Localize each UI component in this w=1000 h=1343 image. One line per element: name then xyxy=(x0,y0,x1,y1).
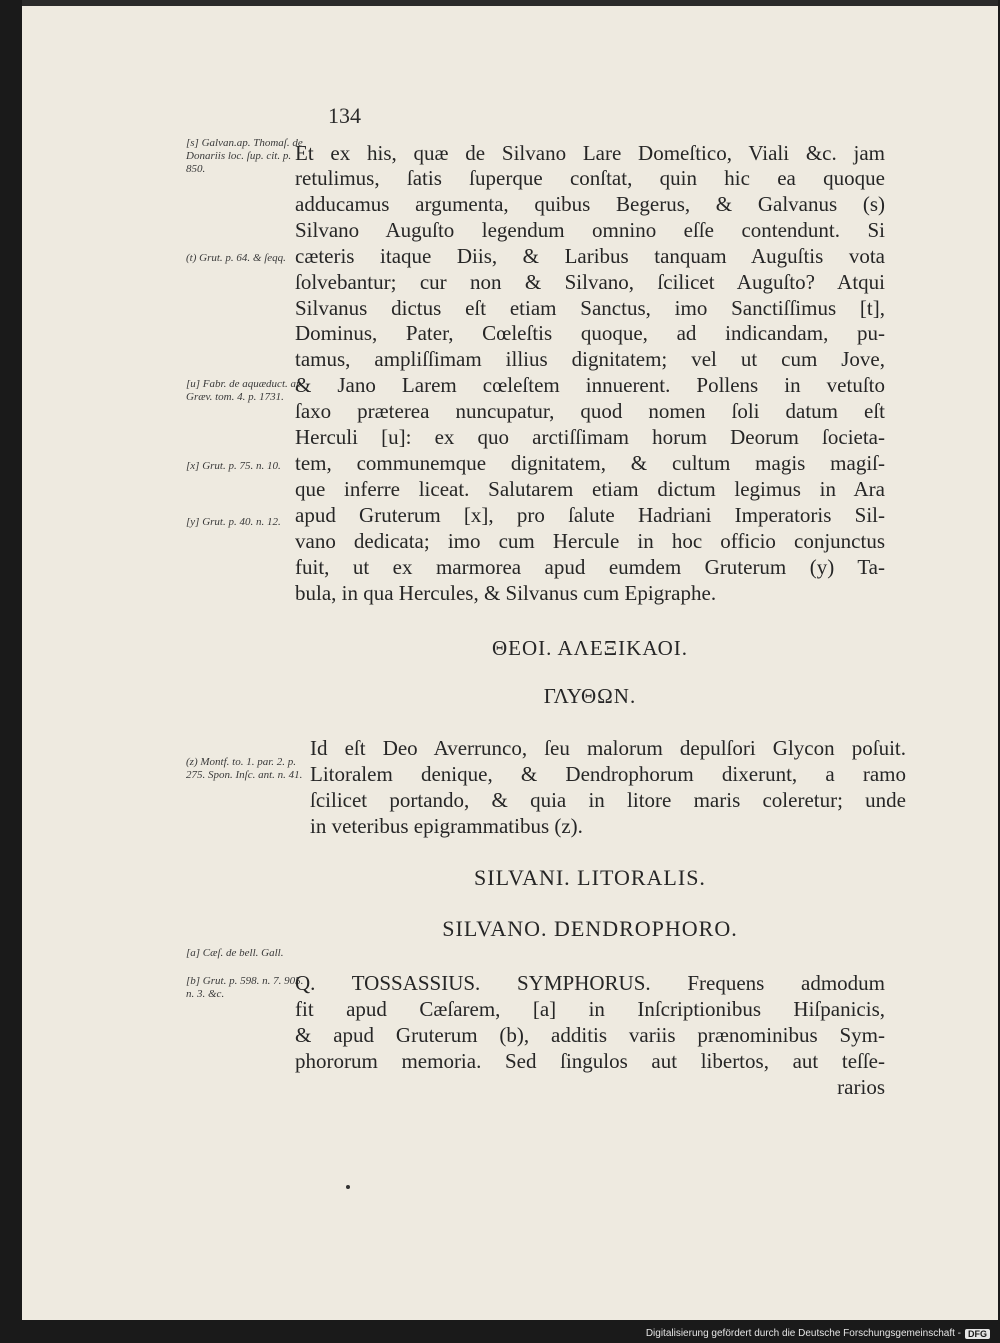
text-line: Silvano Auguſto legendum omnino eſſe contendunt. Si xyxy=(295,218,885,242)
margin-note-s: [s] Galvan.ap. Thomaſ. de Donariis loc. ſup. cit. p. 850. xyxy=(186,137,303,175)
page-number: 134 xyxy=(328,103,361,128)
margin-note-b: [b] Grut. p. 598. n. 7. 905. n. 3. &c. xyxy=(186,975,304,1000)
text-line: retulimus, ſatis ſuperque conſtat, quin hic ea quoque xyxy=(295,166,885,190)
inscription-silvani-litoralis: SILVANI. LITORALIS. xyxy=(474,865,706,890)
catchword: rarios xyxy=(837,1075,885,1099)
text-line: & Jano Larem cœleſtem innuerent. Pollens in vetuſto xyxy=(295,373,885,397)
margin-note-x: [x] Grut. p. 75. n. 10. xyxy=(186,460,281,472)
margin-note-a: [a] Cæſ. de bell. Gall. xyxy=(186,947,284,959)
text-line: tem, communemque dignitatem, & cultum magis magiſ- xyxy=(295,451,885,475)
text-line: phororum memoria. Sed ſingulos aut libertos, aut teſſe- xyxy=(295,1049,885,1073)
ink-speck xyxy=(346,1185,350,1189)
text-line: Litoralem denique, & Dendrophorum dixerunt, a ramo xyxy=(310,762,906,786)
text-line: & apud Gruterum (b), additis variis prænominibus Sym- xyxy=(295,1023,885,1047)
greek-inscription-line-2: ΓΛΥΘΩΝ. xyxy=(543,684,637,708)
greek-inscription-line-1: ΘΕΟΙ. ΑΛΕΞΙΚΑΟΙ. xyxy=(491,636,689,660)
text-line: ſolvebantur; cur non & Silvano, ſcilicet Auguſto? Atqui xyxy=(295,270,885,294)
text-line: Dominus, Pater, Cœleſtis quoque, ad indicandam, pu- xyxy=(295,321,885,345)
text-line: Silvanus dictus eſt etiam Sanctus, imo Sanctiſſimus [t], xyxy=(295,296,885,320)
digitization-credit xyxy=(646,1328,990,1339)
inscription-silvano-dendrophoro: SILVANO. DENDROPHORO. xyxy=(442,916,738,941)
text-line: adducamus argumenta, quibus Begerus, & Galvanus (s) xyxy=(295,192,885,216)
credit-text: Digitalisierung gefördert durch die Deutsche Forschungsgemeinschaft - xyxy=(645,1328,961,1339)
text-line: fit apud Cæſarem, [a] in Inſcriptionibus Hiſpanicis, xyxy=(295,997,885,1021)
text-line: Id eſt Deo Averrunco, ſeu malorum depulſori Glycon poſuit. xyxy=(310,736,906,760)
text-line: ſcilicet portando, & quia in litore maris coleretur; unde xyxy=(310,788,906,812)
text-line: Et ex his, quæ de Silvano Lare Domeſtico, Viali &c. jam xyxy=(295,141,885,165)
text-line: fuit, ut ex marmorea apud eumdem Gruterum (y) Ta- xyxy=(295,555,885,579)
text-line: apud Gruterum [x], pro ſalute Hadriani Imperatoris Sil- xyxy=(295,503,885,527)
margin-note-u: [u] Fabr. de aquæduct. ap. Græv. tom. 4. p. 1731. xyxy=(186,378,305,403)
text-line: ſaxo præterea nuncupatur, quod nomen ſoli datum eſt xyxy=(295,399,885,423)
margin-note-z: (z) Montf. to. 1. par. 2. p. 275. Spon. Inſc. ant. n. 41. xyxy=(186,756,303,781)
text-line: que inferre liceat. Salutarem etiam dictum legimus in Ara xyxy=(295,477,885,501)
text-line: Q. TOSSASSIUS. SYMPHORUS. Frequens admodum xyxy=(295,971,885,995)
dfg-logo: DFG xyxy=(965,1329,990,1339)
text-line: cæteris itaque Diis, & Laribus tanquam Auguſtis vota xyxy=(295,244,885,268)
margin-note-y: [y] Grut. p. 40. n. 12. xyxy=(186,516,281,528)
text-line: in veteribus epigrammatibus (z). xyxy=(310,814,583,838)
text-line: tamus, ampliſſimam illius dignitatem; vel ut cum Jove, xyxy=(295,347,885,371)
text-line: Herculi [u]: ex quo arctiſſimam horum Deorum ſocieta- xyxy=(295,425,885,449)
text-line: vano dedicata; imo cum Hercule in hoc officio conjunctus xyxy=(295,529,885,553)
margin-note-t: (t) Grut. p. 64. & ſeqq. xyxy=(186,252,286,264)
text-line: bula, in qua Hercules, & Silvanus cum Epigraphe. xyxy=(295,581,717,605)
